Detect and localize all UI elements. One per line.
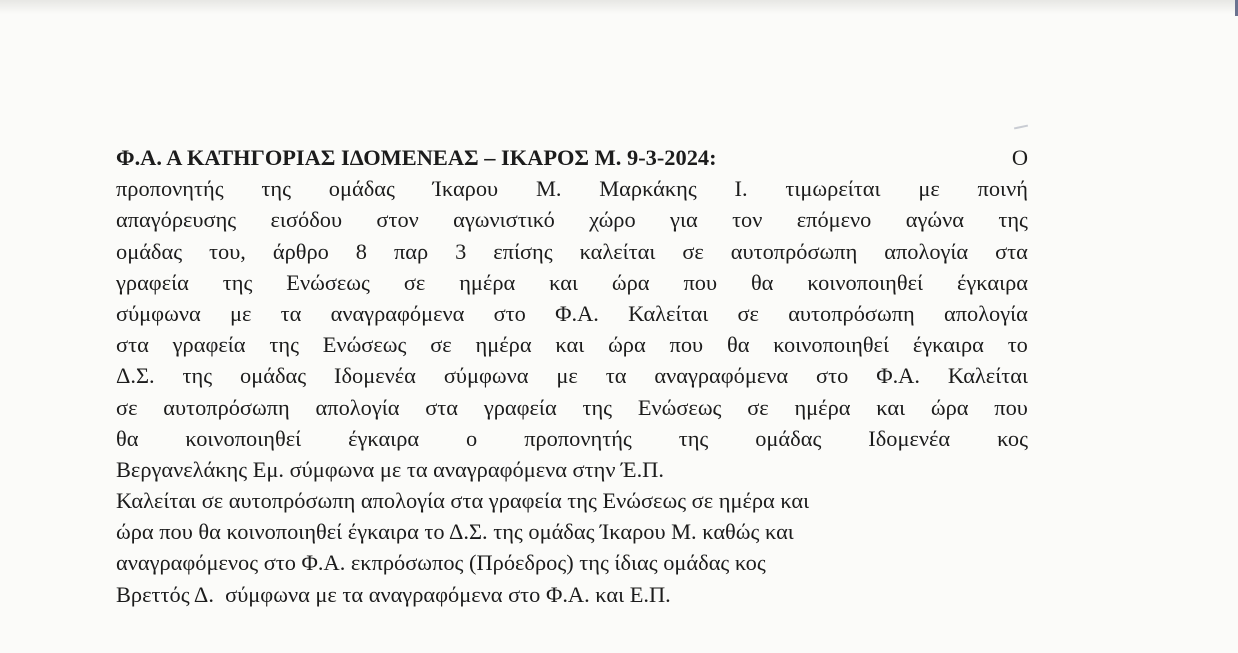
word: κος: [997, 425, 1028, 451]
word: ποινή: [977, 176, 1028, 202]
word: Ιδομενέα: [334, 363, 416, 389]
word: κοινοποιηθεί: [807, 269, 924, 295]
word: αυτοπρόσωπη: [730, 238, 858, 264]
word: τα: [605, 363, 627, 389]
word: σε: [737, 300, 759, 326]
word: άρθρο: [272, 238, 329, 264]
word: στα: [995, 238, 1028, 264]
word: στα: [425, 394, 459, 420]
word: 3: [455, 238, 467, 264]
word: ημέρα: [794, 394, 851, 420]
scan-artifact: [1014, 125, 1028, 130]
word: Μαρκάκης: [599, 176, 697, 202]
word: θα: [116, 425, 139, 451]
word: Ίκαρου: [432, 176, 499, 202]
heading-line: [116, 142, 1028, 173]
word: σύμφωνα: [443, 363, 529, 389]
body-line: [116, 423, 1028, 454]
word: και: [549, 269, 578, 295]
body-line: [116, 329, 1028, 360]
document-heading: Φ.Α. Α ΚΑΤΗΓΟΡΙΑΣ ΙΔΟΜΕΝΕΑΣ – ΙΚΑΡΟΣ Μ. 9-3-2024:: [116, 145, 717, 170]
word: ομάδας: [755, 425, 822, 451]
document-body: [116, 142, 1028, 610]
word: Ενώσεως: [322, 332, 407, 358]
word: σε: [682, 238, 704, 264]
word: θα: [726, 332, 750, 358]
scan-top-shadow: [0, 0, 1238, 14]
line-text: αναγραφόμενος στο Φ.Α. εκπρόσωπος (Πρόεδρος) της ίδιας ομάδας κος: [116, 550, 766, 576]
word: ημέρα: [475, 332, 532, 358]
body-line: [116, 579, 1028, 610]
word: της: [582, 394, 613, 420]
word: απαγόρευσης: [116, 207, 237, 233]
word: ομάδας: [328, 176, 395, 202]
word: κοινοποιηθεί: [185, 425, 302, 451]
word: ημέρα: [459, 269, 516, 295]
word: Καλείται: [628, 300, 709, 326]
word: ώρα: [611, 269, 650, 295]
word: σε: [430, 332, 452, 358]
word: αυτοπρόσωπη: [163, 394, 290, 420]
word: της: [182, 363, 213, 389]
body-line: [116, 204, 1028, 235]
word: τα: [280, 300, 302, 326]
word: αναγραφόμενα: [654, 363, 789, 389]
word: Καλείται: [947, 363, 1028, 389]
word: αγώνα: [905, 207, 964, 233]
word: έγκαιρα: [956, 269, 1028, 295]
word: αναγραφόμενα: [330, 300, 465, 326]
body-line: [116, 485, 1028, 516]
word: παρ: [393, 238, 429, 264]
line-text: Καλείται σε αυτοπρόσωπη απολογία στα γραφεία της Ενώσεως σε ημέρα και: [116, 488, 810, 514]
word: ο: [466, 425, 478, 451]
word: θα: [750, 269, 774, 295]
word: στο: [816, 363, 849, 389]
word: αγωνιστικό: [453, 207, 555, 233]
word: ώρα: [608, 332, 646, 358]
body-line: [116, 267, 1028, 298]
body-line: [116, 392, 1028, 423]
word: απολογία: [943, 300, 1028, 326]
word: Ενώσεως: [286, 269, 370, 295]
body-line: [116, 360, 1028, 391]
heading-tail-text: Ο: [1011, 145, 1028, 170]
word: απολογία: [315, 394, 400, 420]
word: 8: [355, 238, 367, 264]
word: με: [918, 176, 940, 202]
word: ομάδας: [116, 238, 183, 264]
word: σε: [747, 394, 769, 420]
word: σε: [403, 269, 426, 295]
word: τον: [732, 207, 763, 233]
word: της: [269, 332, 299, 358]
word: Φ.Α.: [876, 363, 920, 389]
word: Ι.: [734, 176, 748, 202]
word: γραφεία: [116, 269, 189, 295]
word: της: [222, 269, 253, 295]
word: προπονητής: [116, 176, 224, 202]
word: που: [994, 394, 1028, 420]
word: επόμενο: [796, 207, 872, 233]
word: για: [670, 207, 698, 233]
line-text: ώρα που θα κοινοποιηθεί έγκαιρα το Δ.Σ. της ομάδας Ίκαρου Μ. καθώς και: [116, 519, 794, 545]
word: κοινοποιηθεί: [773, 332, 889, 358]
body-line: [116, 298, 1028, 329]
word: που: [683, 269, 718, 295]
word: Δ.Σ.: [116, 363, 155, 389]
word: στον: [376, 207, 419, 233]
word: Ενώσεως: [637, 394, 722, 420]
word: χώρο: [589, 207, 636, 233]
word: απολογία: [884, 238, 969, 264]
word: στο: [493, 300, 526, 326]
word: με: [229, 300, 252, 326]
line-text: Βρεττός Δ. σύμφωνα με τα αναγραφόμενα στο Φ.Α. και Ε.Π.: [116, 581, 671, 607]
word: εισόδου: [270, 207, 343, 233]
word: τιμωρείται: [785, 176, 881, 202]
word: έγκαιρα: [348, 425, 420, 451]
word: της: [261, 176, 291, 202]
body-line: [116, 454, 1028, 485]
word: το: [1007, 332, 1028, 358]
word: του,: [209, 238, 246, 264]
word: ώρα: [930, 394, 969, 420]
word: της: [998, 207, 1028, 233]
word: που: [669, 332, 704, 358]
word: της: [678, 425, 709, 451]
body-line: [116, 173, 1028, 204]
word: γραφεία: [483, 394, 557, 420]
word: σύμφωνα: [116, 300, 201, 326]
word: αυτοπρόσωπη: [788, 300, 915, 326]
word: στα: [116, 332, 149, 358]
word: ομάδας: [240, 363, 307, 389]
word: και: [555, 332, 585, 358]
word: με: [556, 363, 578, 389]
word: Φ.Α.: [555, 300, 599, 326]
word: γραφεία: [172, 332, 246, 358]
line-text: Βεργανελάκης Εμ. σύμφωνα με τα αναγραφόμενα στην Έ.Π.: [116, 456, 664, 482]
word: σε: [116, 394, 138, 420]
body-line: [116, 236, 1028, 267]
word: και: [876, 394, 906, 420]
word: καλείται: [579, 238, 656, 264]
body-line: [116, 516, 1028, 547]
word: προπονητής: [524, 425, 632, 451]
word: έγκαιρα: [912, 332, 984, 358]
body-line: [116, 547, 1028, 578]
word: Μ.: [535, 176, 562, 202]
word: επίσης: [493, 238, 553, 264]
word: Ιδομενέα: [868, 425, 951, 451]
